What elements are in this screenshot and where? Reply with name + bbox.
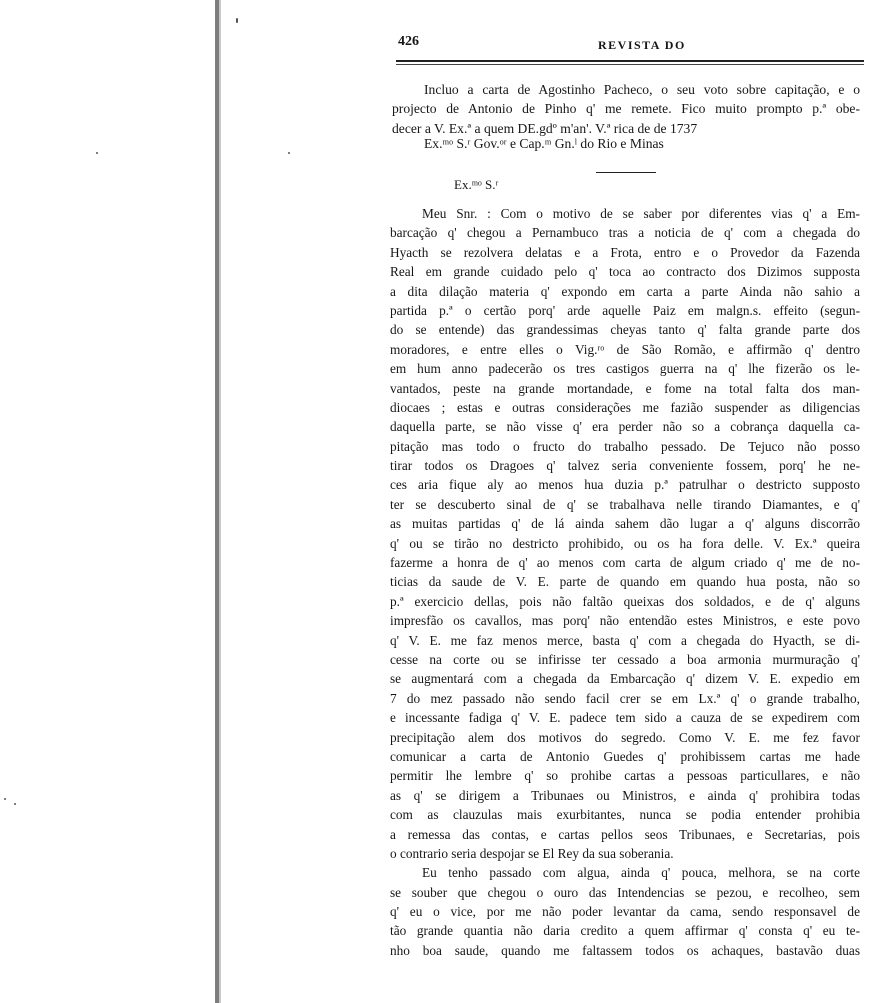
letter-line: impresfão os cavallos, mas porq' não entendão estes Ministros, e este povo bbox=[390, 613, 860, 629]
letter-signature: Ex.ᵐᵒ S.ʳ Gov.ᵒʳ e Cap.ᵐ Gn.ˡ do Rio e Minas bbox=[424, 136, 664, 151]
letter-line: 7 do mez passado não sendo facil crer se em Lx.ª q' o grande trabalho, bbox=[390, 690, 860, 706]
letter-line: se souber que chegou o ouro das Intendencias se pezou, e recolheo, sem bbox=[390, 884, 860, 900]
letter-line: do se entende) das grandessimas cheyas tanto q' falta grande parte dos bbox=[390, 322, 860, 338]
letter-line: em hum anno padecerão os tres castigos guerra na q' lhe fizerão os le- bbox=[390, 361, 860, 377]
letter-line: fazerme a honra de q' ao menos com carta de algum criado q' me de no- bbox=[390, 555, 860, 571]
letter-line: pitação mas todo o fructo do trabalho pessado. De Tejuco não posso bbox=[390, 438, 860, 454]
letter-line: nho boa saude, quando me faltassem todos os achaques, bastavão duas bbox=[390, 942, 860, 958]
intro-line: Incluo a carta de Agostinho Pacheco, o seu voto sobre capitação, e o bbox=[424, 82, 860, 97]
letter-line: as q' se dirigem a Tribunaes ou Ministros, e ainda q' prohibira todas bbox=[390, 787, 860, 803]
letter-line: precipitação alem dos motivos do segredo. Como V. E. me fez favor bbox=[390, 729, 860, 745]
header-rule bbox=[396, 60, 864, 62]
letter-line: ticias da saude de V. E. parte de quando em quando hua posta, não so bbox=[390, 574, 860, 590]
letter-line: ter se descuberto sinal de q' se trabalhava nelle tirando Diamantes, e q' bbox=[390, 496, 860, 512]
letter-body bbox=[390, 204, 860, 960]
letter-line: com as clauzulas mais exurbitantes, nunca se podia entender prohibia bbox=[390, 807, 860, 823]
intro-line: projecto de Antonio de Pinho q' me remete. Fico muito prompto p.ª obe- bbox=[392, 101, 860, 117]
letter-line: moradores, e entre elles o Vig.ʳᵒ de São Romão, e affirmão q' dentro bbox=[390, 341, 860, 357]
letter-line: cesse na corte ou se infirisse ter cessado a boa armonia murmuração q' bbox=[390, 651, 860, 667]
letter-line: ces aria fique aly ao menos hua duzia p.ª patrulhar o destricto supposto bbox=[390, 477, 860, 493]
letter-line: permitir lhe lembre q' so prohibe cartas a pessoas particullares, e não bbox=[390, 768, 860, 784]
letter-line: as muitas partidas q' de lá ainda sahem dão lugar a q' alguns discorrão bbox=[390, 516, 860, 532]
letter-line: vantados, peste na grande mortandade, e fome na total falta dos man- bbox=[390, 380, 860, 396]
letter-line: diocaes ; estas e outras considerações me fazião suspender as diligencias bbox=[390, 399, 860, 415]
salutation: Ex.ᵐᵒ S.ʳ bbox=[454, 177, 499, 192]
letter-line: Eu tenho passado com algua, ainda q' pouca, melhora, se na corte bbox=[422, 865, 860, 881]
letter-line: a remessa das contas, e cartas pellos seos Tribunaes, e Secretarias, pois bbox=[390, 826, 860, 842]
header-rule-thin bbox=[396, 64, 864, 65]
binding-edge-highlight bbox=[219, 0, 221, 1003]
letter-line: daquella parte, se não visse q' era perder não so a cobrança daquella ca- bbox=[390, 419, 860, 435]
letter-line: tirar todos os Dragoes q' talvez seria conveniente fossem, porq' he ne- bbox=[390, 458, 860, 474]
letter-line: tão grande quantia não daria credito a quem affirmar q' consta q' eu te- bbox=[390, 923, 860, 939]
intro-paragraph bbox=[392, 80, 860, 138]
intro-line: decer a V. Ex.ª a quem DE.gdº m'an'. V.ª rica de de 1737 bbox=[392, 120, 698, 136]
running-head: REVISTA DO bbox=[598, 38, 686, 52]
letter-line: se augmentará com a chegada da Embarcação q' dizem V. E. expedio em bbox=[390, 671, 860, 687]
letter-line: e incessante fadiga q' V. E. padece tem sido a cauza de se expedirem com bbox=[390, 710, 860, 726]
letter-line: comunicar a carta de Antonio Guedes q' prohibissem cartas me hade bbox=[390, 748, 860, 764]
page-number: 426 bbox=[398, 34, 419, 49]
letter-line: Meu Snr. : Com o motivo de se saber por diferentes vias q' a Em- bbox=[422, 206, 860, 221]
letter-line: partida p.ª o certão porq' arde aquelle Paiz em malgn.s. effeito (segun- bbox=[390, 302, 860, 318]
section-divider bbox=[596, 172, 656, 173]
letter-line: a dita dilação materia q' expondo em carta a parte Ainda não sahio a bbox=[390, 283, 860, 299]
letter-line: q' eu o vice, por me não poder levantar da cama, sendo responsavel de bbox=[390, 904, 860, 920]
letter-line: Hyacth se rezolvera delatas e a Frota, entro e o Provedor da Fazenda bbox=[390, 244, 860, 260]
letter-line: q' V. E. me faz menos merce, basta q' com a chegada do Hyacth, se di- bbox=[390, 632, 860, 648]
letter-line: p.ª exercicio dellas, pois não faltão queixas dos soldados, e de q' alguns bbox=[390, 593, 860, 609]
letter-line: q' ou se tirão no destricto prohibido, ou os ha fora delle. V. Ex.ª queira bbox=[390, 535, 860, 551]
letter-line: Real em grande cuidado pelo q' toca ao contracto dos Dizimos supposta bbox=[390, 264, 860, 280]
letter-line: o contrario seria despojar se El Rey da sua soberania. bbox=[390, 845, 674, 861]
letter-line: barcação q' chegou a Pernambuco tras a noticia de q' com a chegada do bbox=[390, 225, 860, 241]
